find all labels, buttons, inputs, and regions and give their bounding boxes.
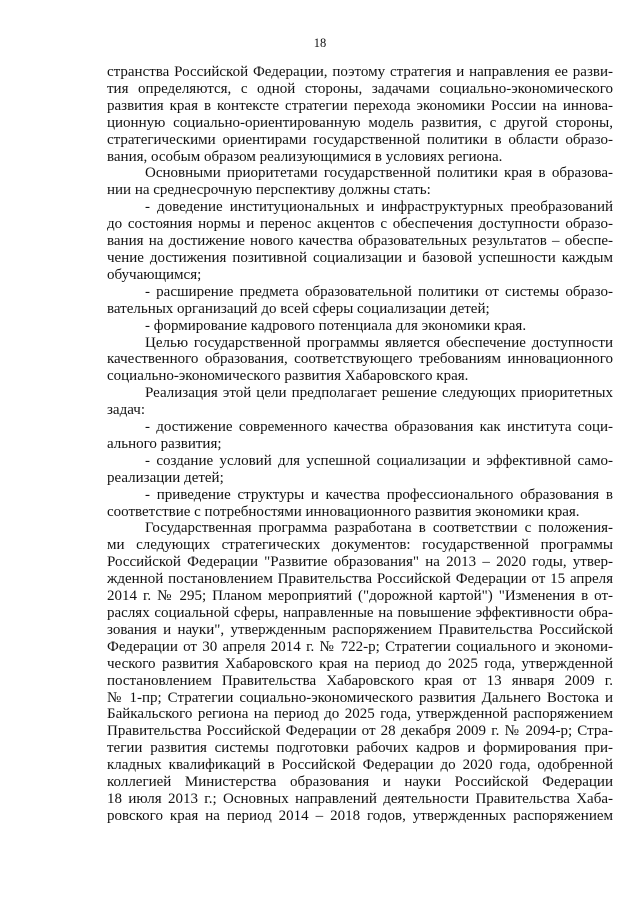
text-line: постановлением Правительства Хабаровского края от 13 января 2009 г.: [107, 672, 613, 689]
text-line: странства Российской Федерации, поэтому стратегия и направления ее разви-: [107, 64, 613, 80]
text-line: тегии развития системы подготовки рабочих кадров и формирования при-: [107, 740, 613, 757]
paragraph: [107, 385, 613, 419]
text-line: Российской Федерации "Развитие образования" на 2013 – 2020 годы, утвер-: [107, 554, 613, 571]
text-line: зования и науки", утвержденным распоряжением Правительства Российской: [107, 621, 613, 638]
text-line: № 1-пр; Стратегии социально-экономического развития Дальнего Востока и: [107, 689, 613, 706]
paragraph: [107, 165, 613, 199]
paragraph: [107, 520, 613, 824]
text-line: Байкальского региона на период до 2025 года, утвержденной распоряжением: [107, 706, 613, 723]
text-line: ровского края на период 2014 – 2018 годов, утвержденных распоряжением: [107, 807, 613, 824]
text-line: ческого развития Хабаровского края на период до 2025 года, утвержденной: [107, 655, 613, 672]
text-line: 2014 г. № 295; Планом мероприятий ("дорожной картой") "Изменения в от-: [107, 588, 613, 605]
text-line: Реализация этой цели предполагает решение следующих приоритетных: [145, 385, 613, 402]
text-line: соответствие с потребностями инновационного развития экономики края.: [107, 503, 580, 520]
text-line: Целью государственной программы является обеспечение доступности: [145, 334, 613, 351]
paragraph: [107, 453, 613, 487]
text-line: - создание условий для успешной социализации и эффективной само-: [145, 452, 613, 469]
text-line: раслях социальной сферы, направленные на повышение эффективности обра-: [107, 605, 613, 621]
text-line: - достижение современного качества образования как института соци-: [145, 419, 613, 436]
paragraph: [107, 487, 613, 521]
text-line: вания на достижение нового качества образовательных результатов – обеспе-: [107, 233, 613, 250]
document-body: [107, 64, 613, 825]
paragraph: [107, 419, 613, 453]
text-line: ального развития;: [107, 435, 222, 452]
text-line: коллегией Министерства образования и науки Российской Федерации: [107, 774, 613, 791]
text-line: качественного образования, соответствующего требованиям инновационного: [107, 351, 613, 368]
text-line: кладных квалификаций в Российской Федерации до 2020 года, одобренной: [107, 757, 613, 774]
paragraph: [107, 335, 613, 386]
text-line: реализации детей;: [107, 469, 224, 486]
text-line: вательных организаций до всей сферы социализации детей;: [107, 300, 490, 317]
text-line: 18 июля 2013 г.; Основных направлений деятельности Правительства Хаба-: [107, 790, 613, 807]
text-line: нии на среднесрочную перспективу должны стать:: [107, 182, 431, 199]
text-line: задач:: [107, 402, 145, 419]
text-line: - расширение предмета образовательной политики от системы образо-: [145, 283, 613, 300]
paragraph: [107, 199, 613, 284]
text-line: Федерации от 30 апреля 2014 г. № 722-р; Стратегии социального и экономи-: [107, 638, 613, 655]
text-line: социально-экономического развития Хабаровского края.: [107, 368, 469, 385]
text-line: Правительства Российской Федерации от 28 декабря 2009 г. № 2094-р; Стра-: [107, 723, 613, 740]
text-line: обучающимся;: [107, 266, 202, 283]
text-line: - доведение институциональных и инфраструктурных преобразований: [145, 199, 613, 216]
text-line: чение достижения позитивной социализации и базовой успешности каждым: [107, 249, 613, 266]
text-line: - приведение структуры и качества профессионального образования в: [145, 486, 613, 503]
text-line: ционную социально-ориентированную модель развития, с другой стороны,: [107, 114, 613, 131]
text-line: стратегическими ориентирами государственной политики в области образо-: [107, 131, 613, 148]
paragraph: [107, 318, 613, 335]
page-number: 18: [313, 36, 327, 50]
text-line: Государственная программа разработана в соответствии с положения-: [145, 520, 613, 537]
text-line: - формирование кадрового потенциала для экономики края.: [145, 317, 527, 334]
text-line: жденной постановлением Правительства Российской Федерации от 15 апреля: [107, 571, 613, 588]
text-line: ми следующих стратегических документов: государственной программы: [107, 537, 613, 554]
paragraph: [107, 284, 613, 318]
text-line: вания, особым образом реализующимися в условиях региона.: [107, 148, 503, 165]
text-line: развития края в контексте стратегии перехода экономики России на иннова-: [107, 97, 613, 114]
paragraph: [107, 64, 613, 165]
text-line: до состояния нормы и перенос акцентов с обеспечения доступности образо-: [107, 216, 613, 233]
text-line: Основными приоритетами государственной политики края в образова-: [145, 165, 613, 182]
text-line: тия определяются, с одной стороны, задачами социально-экономического: [107, 80, 613, 97]
